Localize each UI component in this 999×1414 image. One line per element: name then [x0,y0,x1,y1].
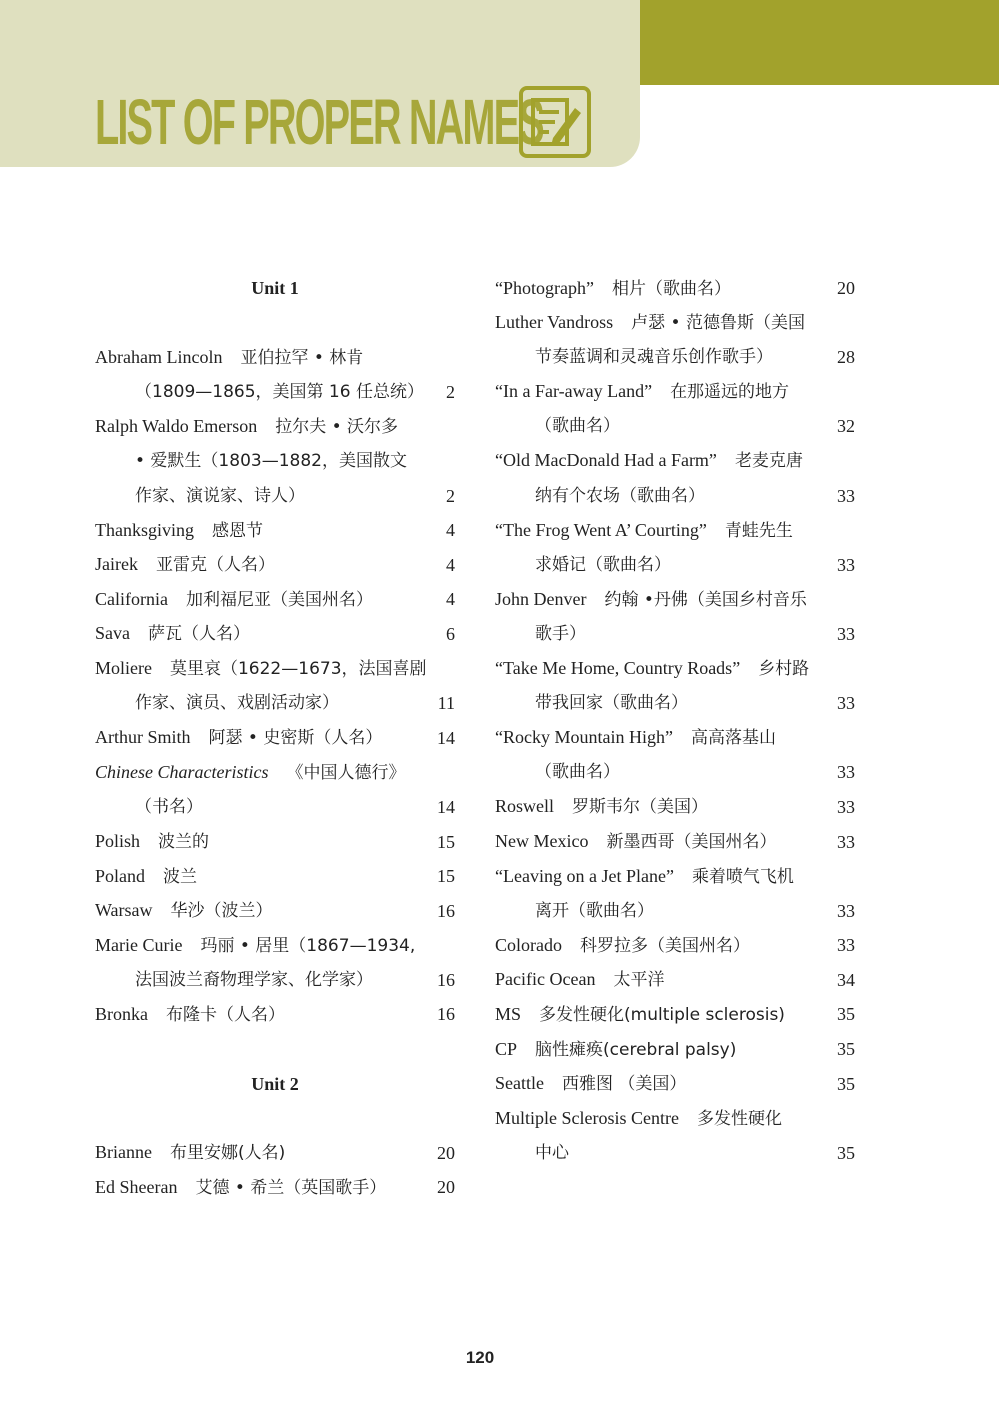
entry-page-number: 33 [837,900,855,921]
entry-continuation [95,790,455,825]
entry-text [95,997,431,1033]
entry-chinese-name: 太平洋 [613,970,665,991]
entry-continuation-text: 歌手） [535,623,586,644]
entry-english-name: Moliere [95,658,152,679]
entry-continuation-text: 求婚记（歌曲名） [535,554,671,575]
entry-row [495,444,855,479]
entry-text [495,1101,855,1137]
entry-row [95,894,455,929]
entry-english-name: Bronka [95,1003,148,1024]
right-column [495,271,855,1170]
entry-text [495,443,855,479]
entry-page-number: 33 [837,554,855,575]
entry-chinese-name: 在那遥远的地方 [670,382,790,403]
entry-page-number: 15 [437,831,455,852]
entry-chinese-name: 约翰 •丹佛（美国乡村音乐 [604,589,807,610]
entry-page-number: 16 [437,1004,455,1025]
entry-row [95,859,455,894]
entry-page-number: 6 [446,623,455,644]
entry-english-name: New Mexico [495,831,589,851]
entry-english-name: Marie Curie [95,934,183,955]
entry-chinese-name: 罗斯韦尔（美国） [572,797,709,818]
entry-chinese-name: 脑性瘫痪(cerebral palsy) [535,1039,737,1060]
entry-english-name: Ralph Waldo Emerson [95,415,258,436]
entry-text [95,928,455,964]
entry-continuation-text: （歌曲名） [535,416,620,437]
entry-text [495,271,831,307]
entry-text [495,720,855,756]
entry-page-number: 35 [837,1073,855,1094]
entry-page-number: 33 [837,831,855,852]
entry-row [495,1101,855,1136]
notepad-pencil-icon [519,86,591,158]
entry-text [495,582,855,618]
entry-page-number: 32 [837,416,855,437]
entry-chinese-name: 青蛙先生 [724,520,793,541]
entry-page-number: 35 [837,1004,855,1025]
entry-english-name: Luther Vandross [495,312,614,333]
entry-chinese-name: 多发性硬化(multiple sclerosis) [539,1004,785,1025]
entry-text [95,859,431,895]
entry-page-number: 4 [446,520,455,541]
entry-text [95,513,440,549]
entry-text [95,720,431,756]
entry-row [495,306,855,341]
entry-english-name: Roswell [495,796,555,817]
entry-continuation [495,548,855,583]
entry-english-name: Seattle [495,1073,544,1094]
entry-chinese-name: 亚雷克（人名） [155,555,275,576]
entry-row [95,513,455,548]
entry-page-number: 20 [437,1177,455,1198]
entry-english-name: “The Frog Went A’ Courting” [495,519,707,540]
entry-chinese-name: 老麦克唐 [734,451,803,472]
entry-english-name: “Leaving on a Jet Plane” [495,865,674,886]
entry-continuation-text: 作家、演说家、诗人） [135,485,305,506]
entry-row [95,548,455,583]
entry-english-name: Colorado [495,934,562,955]
entry-english-name: CP [495,1038,518,1059]
entry-english-name: Polish [95,831,141,851]
entry-page-number: 14 [437,796,455,817]
entry-text [495,651,855,687]
entry-row [95,928,455,963]
entry-row [495,513,855,548]
entry-continuation [495,340,855,375]
entry-row [495,1067,855,1102]
entry-row [95,340,455,375]
entry-chinese-name: 艾德 • 希兰（英国歌手） [195,1177,387,1198]
unit-heading-text: Unit 1 [251,278,299,298]
entry-chinese-name: 萨瓦（人名） [148,624,250,645]
entry-page-number: 20 [837,278,855,298]
entry-text [495,928,831,964]
entry-continuation-text: 中心 [535,1142,569,1163]
entry-row [95,582,455,617]
entry-page-number: 34 [837,969,855,990]
entry-english-name: John Denver [495,588,587,609]
entry-text [95,340,455,376]
header-accent-bar [640,0,999,85]
entry-page-number: 35 [837,1039,855,1060]
entry-page-number: 2 [446,381,455,402]
entry-continuation-text: 节奏蓝调和灵魂音乐创作歌手） [535,347,773,368]
entry-chinese-name: 莫里哀（1622—1673，法国喜剧 [169,659,427,680]
entry-page-number: 33 [837,485,855,506]
entry-row [495,790,855,825]
entry-text [95,616,440,652]
entry-chinese-name: 感恩节 [212,520,263,541]
entry-chinese-name: 波兰 [163,866,198,887]
entry-page-number: 33 [837,796,855,817]
entry-english-name: Chinese Characteristics [95,761,269,782]
entry-chinese-name: 科罗拉多（美国州名） [580,935,750,956]
entry-english-name: Multiple Sclerosis Centre [495,1107,679,1128]
entry-continuation-text: （书名） [135,796,203,817]
entry-row [495,963,855,998]
entry-row [495,928,855,963]
entry-english-name: “Photograph” [495,277,594,298]
entry-continuation-text: 纳有个农场（歌曲名） [535,485,705,506]
spacer [95,1032,455,1067]
entry-english-name: Pacific Ocean [495,969,596,990]
entry-text [95,824,431,860]
entry-continuation-text: （1809—1865，美国第 16 任总统） [135,381,424,402]
unit-heading [95,271,455,306]
entry-english-name: “In a Far-away Land” [495,381,653,402]
entry-text [495,997,831,1033]
entry-continuation-text: • 爱默生（1803—1882，美国散文 [135,450,407,471]
entry-text [95,1135,431,1171]
entry-continuation-text: 带我回家（歌曲名） [535,693,688,714]
entry-text [95,547,440,583]
entry-row [95,755,455,790]
entry-continuation [495,894,855,929]
entry-chinese-name: 亚伯拉罕 • 林肯 [240,347,364,368]
entry-english-name: Brianne [95,1142,152,1163]
entry-page-number: 33 [837,693,855,714]
entry-chinese-name: 乡村路 [758,659,810,680]
entry-row [495,721,855,756]
entry-row [95,825,455,860]
unit-heading-text: Unit 2 [251,1073,299,1094]
entry-page-number: 11 [437,693,455,714]
entry-chinese-name: 乘着喷气飞机 [691,866,794,887]
entry-continuation-text: 离开（歌曲名） [535,900,654,921]
entry-text [95,582,440,618]
entry-continuation [495,686,855,721]
entry-text [95,755,455,791]
entry-page-number: 4 [446,589,455,610]
entry-row [95,617,455,652]
entry-chinese-name: 《中国人德行》 [286,762,406,783]
entry-chinese-name: 布隆卡（人名） [166,1004,285,1025]
entry-continuation [495,617,855,652]
entry-chinese-name: 多发性硬化 [696,1108,782,1129]
entry-page-number: 2 [446,485,455,506]
entry-row [95,1136,455,1171]
entry-page-number: 16 [437,969,455,990]
entry-chinese-name: 卢瑟 • 范德鲁斯（美国 [631,313,805,334]
entry-english-name: MS [495,1003,522,1024]
entry-page-number: 33 [837,623,855,644]
entry-chinese-name: 布里安娜(人名) [169,1143,286,1164]
entry-english-name: Arthur Smith [95,727,191,748]
entry-continuation [95,479,455,514]
entry-chinese-name: 相片（歌曲名） [611,278,731,299]
entry-chinese-name: 波兰的 [158,832,210,852]
entry-page-number: 4 [446,554,455,575]
entry-english-name: Sava [95,623,130,644]
entry-continuation [95,444,455,479]
unit-heading [95,1067,455,1102]
entry-row [95,721,455,756]
entry-row [495,271,855,306]
entry-row [495,582,855,617]
entry-text [495,1032,831,1068]
entry-english-name: “Rocky Mountain High” [495,727,673,748]
entry-text [495,789,831,825]
entry-continuation [95,963,455,998]
entry-text [495,1066,831,1102]
entry-row [95,652,455,687]
entry-text [495,962,831,998]
entry-row [495,375,855,410]
entry-text [495,824,831,860]
entry-chinese-name: 玛丽 • 居里（1867—1934, [200,935,416,956]
entry-continuation [495,479,855,514]
entry-chinese-name: 拉尔夫 • 沃尔多 [275,416,399,437]
entry-page-number: 33 [837,935,855,956]
entry-row [95,409,455,444]
entry-text [495,305,855,341]
entry-continuation-text: （歌曲名） [535,762,620,783]
entry-continuation [495,755,855,790]
entry-text [95,1170,431,1206]
entry-row [495,1032,855,1067]
entry-page-number: 28 [837,347,855,368]
entry-page-number: 35 [837,1142,855,1163]
entry-text [95,893,431,929]
page-title: LIST OF PROPER NAMES [95,86,543,158]
left-column [95,271,455,1205]
entry-english-name: Poland [95,865,146,886]
entry-text [495,513,855,549]
entry-chinese-name: 加利福尼亚（美国州名） [185,589,373,610]
entry-page-number: 14 [437,727,455,748]
spacer [95,1101,455,1136]
entry-continuation [95,375,455,410]
entry-chinese-name: 华沙（波兰） [170,901,273,922]
entry-page-number: 16 [437,900,455,921]
entry-chinese-name: 阿瑟 • 史密斯（人名） [208,728,383,749]
entry-english-name: “Old MacDonald Had a Farm” [495,450,717,471]
entry-english-name: Ed Sheeran [95,1176,178,1197]
entry-row [95,997,455,1032]
entry-continuation [495,1136,855,1171]
entry-english-name: Jairek [95,554,138,575]
entry-row [95,1170,455,1205]
entry-text [495,859,855,895]
spacer [95,306,455,341]
entry-continuation-text: 法国波兰裔物理学家、化学家） [135,969,373,990]
entry-text [95,409,455,445]
entry-page-number: 33 [837,762,855,783]
entry-page-number: 20 [437,1142,455,1163]
entry-chinese-name: 新墨西哥（美国州名） [606,832,777,852]
entry-row [495,825,855,860]
entry-chinese-name: 西雅图 （美国） [561,1074,687,1095]
page-number: 120 [465,1348,495,1367]
entry-english-name: “Take Me Home, Country Roads” [495,658,741,679]
entry-page-number: 15 [437,866,455,887]
entry-continuation [95,686,455,721]
entry-chinese-name: 高高落基山 [690,728,776,749]
entry-text [95,651,455,687]
entry-continuation-text: 作家、演员、戏剧活动家） [135,693,339,714]
entry-english-name: Thanksgiving [95,519,194,540]
entry-row [495,652,855,687]
entry-text [495,374,855,410]
entry-continuation [495,409,855,444]
entry-english-name: California [95,588,168,609]
entry-english-name: Warsaw [95,900,153,921]
entry-english-name: Abraham Lincoln [95,346,223,367]
entry-row [495,859,855,894]
entry-row [495,997,855,1032]
